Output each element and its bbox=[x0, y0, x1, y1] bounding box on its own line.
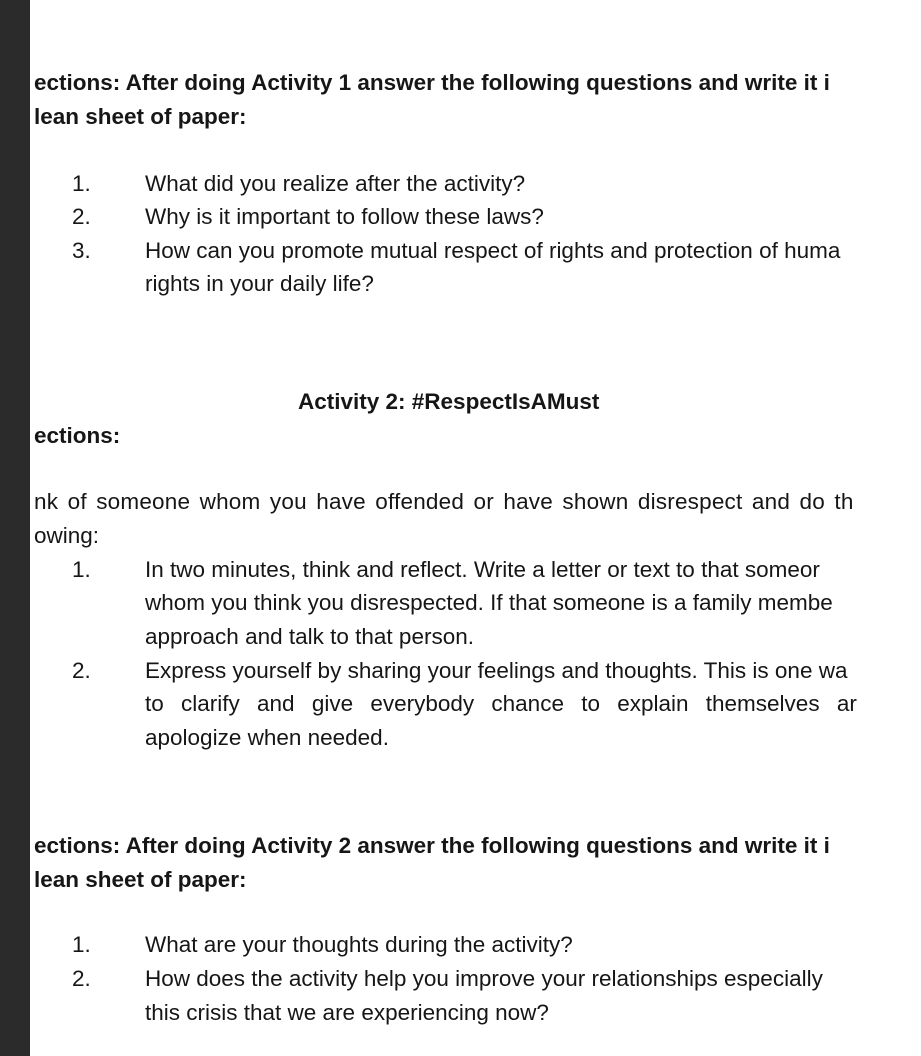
section2-heading-line2: lean sheet of paper: bbox=[34, 867, 247, 892]
question-text-line1: How can you promote mutual respect of rights and protection of huma bbox=[145, 238, 841, 263]
question-text: What are your thoughts during the activity? bbox=[145, 932, 573, 957]
step-text-line1: Express yourself by sharing your feelings and thoughts. This is one wa bbox=[145, 658, 848, 683]
question-number: 2. bbox=[72, 204, 91, 229]
question-text: Why is it important to follow these laws? bbox=[145, 204, 544, 229]
step-text-line1: In two minutes, think and reflect. Write a letter or text to that someor bbox=[145, 557, 820, 582]
step-text-line3: apologize when needed. bbox=[145, 725, 389, 750]
step-text-line2: whom you think you disrespected. If that someone is a family membe bbox=[145, 590, 833, 615]
question-number: 1. bbox=[72, 171, 91, 196]
question-number: 2. bbox=[72, 966, 91, 991]
step-text-line3: approach and talk to that person. bbox=[145, 624, 474, 649]
question-text: What did you realize after the activity? bbox=[145, 171, 526, 196]
question-number: 3. bbox=[72, 238, 91, 263]
activity2-intro-line2: owing: bbox=[34, 523, 100, 548]
activity2-title: Activity 2: #RespectIsAMust bbox=[298, 389, 600, 414]
question-text-line2: rights in your daily life? bbox=[145, 271, 374, 296]
section2-heading-line1: ections: After doing Activity 2 answer the following questions and write it i bbox=[34, 833, 830, 858]
activity2-directions-label: ections: bbox=[34, 423, 121, 448]
step-number: 1. bbox=[72, 557, 91, 582]
question-text-line1: How does the activity help you improve your relationships especially bbox=[145, 966, 823, 991]
section1-heading-line2: lean sheet of paper: bbox=[34, 104, 247, 129]
step-number: 2. bbox=[72, 658, 91, 683]
question-text-line2: this crisis that we are experiencing now? bbox=[145, 1000, 549, 1025]
section1-heading-line1: ections: After doing Activity 1 answer the following questions and write it i bbox=[34, 70, 830, 95]
step-text-line2: to clarify and give everybody chance to explain themselves ar bbox=[145, 691, 857, 716]
question-number: 1. bbox=[72, 932, 91, 957]
activity2-intro-line1: nk of someone whom you have offended or have shown disrespect and do th bbox=[34, 489, 854, 514]
